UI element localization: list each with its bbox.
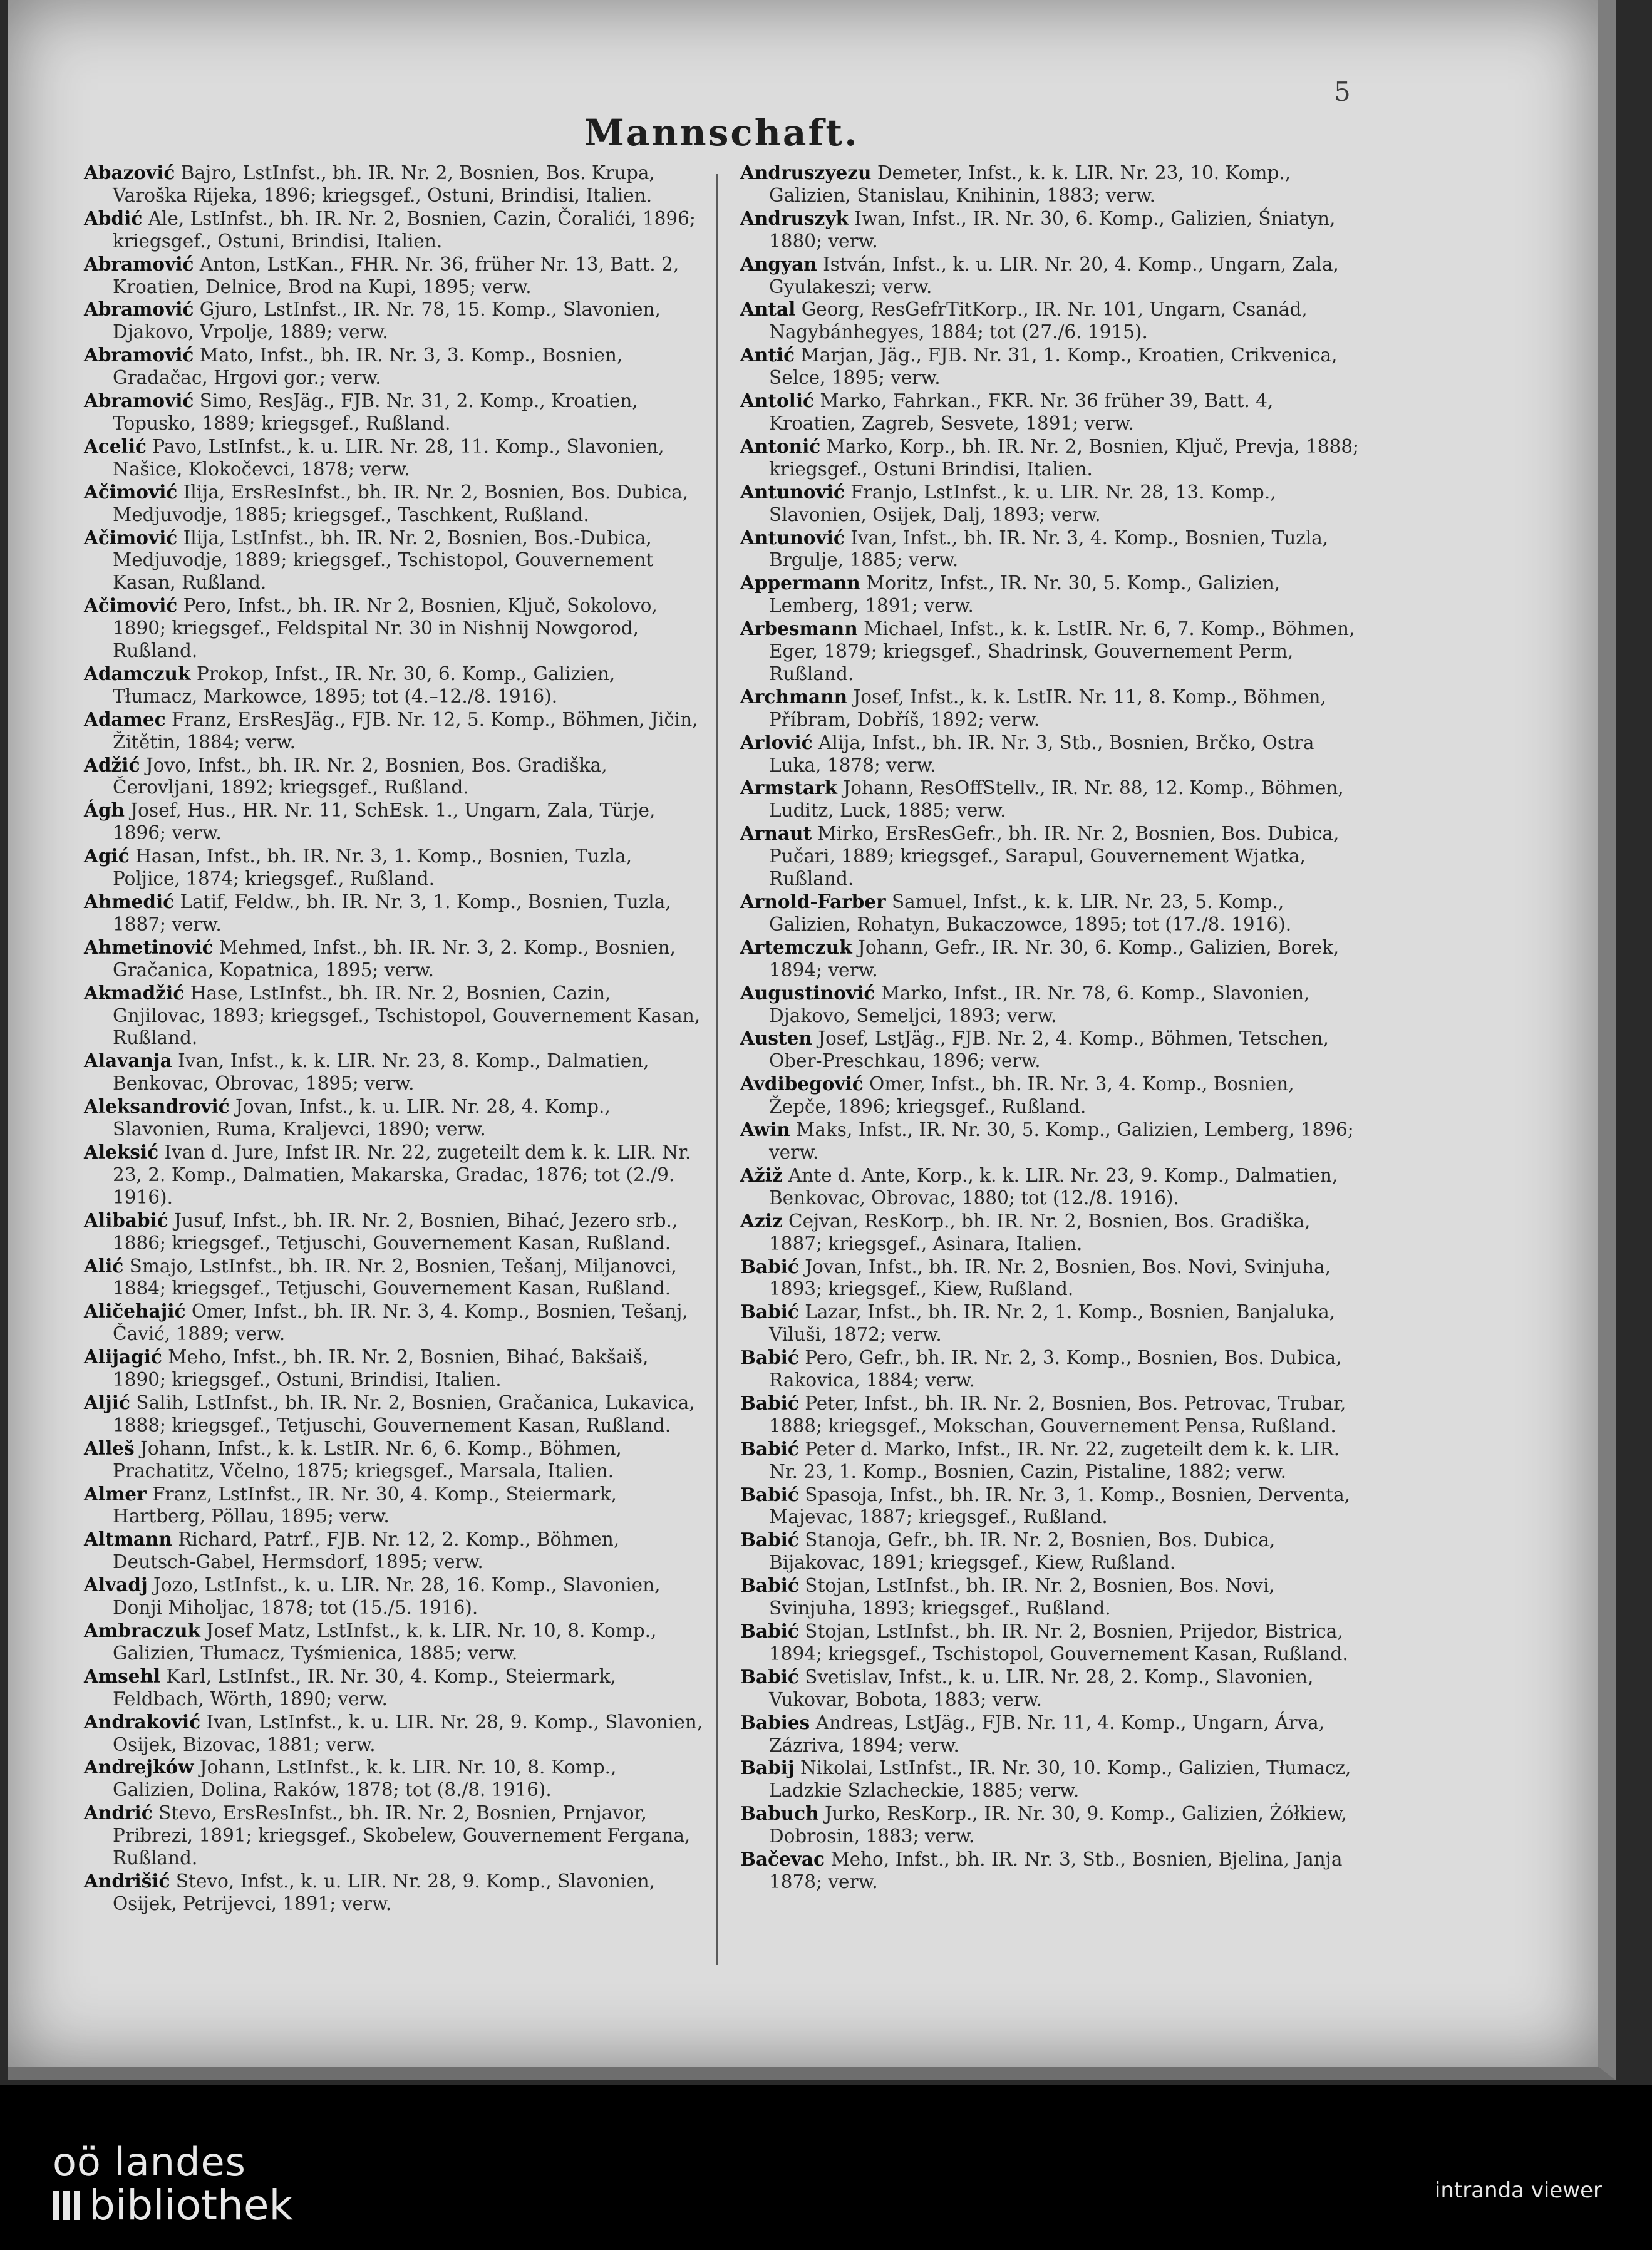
entry-surname: Babić [740, 1437, 799, 1460]
entry-surname: Alijagić [84, 1346, 162, 1368]
entry-surname: Aličehajić [84, 1300, 186, 1323]
register-entry [740, 1118, 1360, 1164]
register-entry [740, 1574, 1360, 1620]
entry-details: Peter d. Marko, Infst., IR. Nr. 22, zugeteilt dem k. k. LIR. Nr. 23, 1. Komp., Bosnien, Cazin, Pistaline, 1882; verw. [769, 1438, 1340, 1482]
entry-details: Salih, LstInfst., bh. IR. Nr. 2, Bosnien, Gračanica, Lukavica, 1888; kriegsgef., Tetjuschi, Gouvernement Kasan, Rußland. [113, 1391, 695, 1436]
register-entry [84, 1209, 704, 1255]
entry-details: Peter, Infst., bh. IR. Nr. 2, Bosnien, Bos. Petrovac, Trubar, 1888; kriegsgef., Mokschan, Gouvernement Pensa, Rußland. [769, 1392, 1346, 1437]
entry-surname: Andraković [84, 1710, 201, 1733]
entry-details: Stojan, LstInfst., bh. IR. Nr. 2, Bosnien, Bos. Novi, Svinjuha, 1893; kriegsgef., Rußland. [769, 1575, 1275, 1619]
register-entry [740, 731, 1360, 777]
entry-surname: Ahmetinović [84, 936, 214, 958]
document-page [8, 0, 1616, 2080]
entry-details: Jusuf, Infst., bh. IR. Nr. 2, Bosnien, Bihać, Jezero srb., 1886; kriegsgef., Tetjuschi, Gouvernement Kasan, Rußland. [113, 1209, 678, 1254]
entry-details: Richard, Patrf., FJB. Nr. 12, 2. Komp., Böhmen, Deutsch-Gabel, Hermsdorf, 1895; verw. [113, 1529, 620, 1573]
entry-details: Ivan, LstInfst., k. u. LIR. Nr. 28, 9. Komp., Slavonien, Osijek, Bizovac, 1881; verw. [113, 1711, 703, 1755]
register-entry [84, 594, 704, 663]
register-entry [84, 936, 704, 982]
entry-details: Johann, Gefr., IR. Nr. 30, 6. Komp., Galizien, Borek, 1894; verw. [769, 936, 1340, 981]
entry-details: Marjan, Jäg., FJB. Nr. 31, 1. Komp., Kroatien, Crikvenica, Selce, 1895; verw. [769, 344, 1338, 389]
page-number: 5 [1334, 76, 1351, 107]
library-logo[interactable] [53, 2139, 293, 2229]
entry-surname: Arnold-Farber [740, 890, 886, 912]
entry-details: Anton, LstKan., FHR. Nr. 36, früher Nr. 13, Batt. 2, Kroatien, Delnice, Brod na Kupi, 1895; verw. [113, 253, 679, 297]
entry-surname: Babuch [740, 1802, 819, 1825]
register-entry [740, 298, 1360, 344]
register-entry [740, 253, 1360, 299]
register-entry [740, 1027, 1360, 1073]
register-entry [84, 207, 704, 253]
register-entry [740, 890, 1360, 936]
register-entry [740, 162, 1360, 207]
register-entry [740, 1438, 1360, 1484]
entry-surname: Acelić [84, 435, 147, 457]
register-entry [740, 207, 1360, 253]
entry-surname: Antunović [740, 526, 845, 549]
column-divider [716, 174, 718, 1965]
entry-details: Mato, Infst., bh. IR. Nr. 3, 3. Komp., Bosnien, Gradačac, Hrgovi gor.; verw. [113, 344, 623, 389]
entry-surname: Awin [740, 1118, 790, 1141]
register-entry [740, 1346, 1360, 1392]
register-entry [84, 162, 704, 207]
entry-surname: Almer [84, 1482, 147, 1505]
entry-surname: Alibabić [84, 1209, 168, 1231]
entry-surname: Adžić [84, 753, 140, 776]
register-entry [84, 1095, 704, 1141]
entry-surname: Ahmedić [84, 890, 175, 912]
section-title: Mannschaft. [584, 111, 859, 154]
register-entry [84, 845, 704, 890]
entry-surname: Babić [740, 1529, 799, 1551]
entry-surname: Armstark [740, 777, 837, 799]
entry-details: Josef, Hus., HR. Nr. 11, SchEsk. 1., Ungarn, Zala, Türje, 1896; verw. [113, 800, 656, 844]
entry-details: Marko, Korp., bh. IR. Nr. 2, Bosnien, Ključ, Prevja, 1888; kriegsgef., Ostuni Brindisi, Italien. [769, 435, 1359, 480]
entry-surname: Akmadžić [84, 981, 185, 1004]
register-entry [84, 1528, 704, 1574]
register-entry [84, 1619, 704, 1665]
register-entry [740, 390, 1360, 435]
entry-surname: Artemczuk [740, 936, 852, 958]
register-entry [740, 1484, 1360, 1529]
entry-details: Demeter, Infst., k. k. LIR. Nr. 23, 10. Komp., Galizien, Stanislau, Knihinin, 1883; verw. [769, 162, 1291, 206]
entry-details: Iwan, Infst., IR. Nr. 30, 6. Komp., Galizien, Śniatyn, 1880; verw. [769, 207, 1336, 252]
register-entry [84, 890, 704, 936]
register-entry [740, 1301, 1360, 1346]
register-entry [740, 936, 1360, 982]
entry-surname: Alavanja [84, 1050, 172, 1072]
entry-details: Stojan, LstInfst., bh. IR. Nr. 2, Bosnien, Prijedor, Bistrica, 1894; kriegsgef., Tschistopol, Gouvernement Kasan, Rußland. [769, 1621, 1348, 1664]
entry-surname: Alvadj [84, 1574, 148, 1596]
entry-surname: Ambraczuk [84, 1619, 200, 1641]
register-entry [740, 1757, 1360, 1802]
entry-surname: Augustinović [740, 981, 875, 1004]
register-entry [84, 1300, 704, 1346]
entry-surname: Babić [740, 1574, 799, 1597]
register-entry [84, 390, 704, 435]
entry-surname: Antal [740, 298, 796, 321]
entry-surname: Arlović [740, 731, 813, 753]
entry-details: Franz, LstInfst., IR. Nr. 30, 4. Komp., Steiermark, Hartberg, Pöllau, 1895; verw. [113, 1483, 617, 1527]
entry-details: Ivan d. Jure, Infst IR. Nr. 22, zugeteilt dem k. k. LIR. Nr. 23, 2. Komp., Dalmatien, Makarska, Gradac, 1876; tot (2./9. 1916). [113, 1141, 691, 1208]
register-entry [740, 1210, 1360, 1256]
register-entry [740, 1392, 1360, 1438]
register-entry [740, 1620, 1360, 1666]
entry-details: Meho, Infst., bh. IR. Nr. 3, Stb., Bosnien, Bjelina, Janja 1878; verw. [769, 1849, 1343, 1892]
entry-details: Maks, Infst., IR. Nr. 30, 5. Komp., Galizien, Lemberg, 1896; verw. [769, 1119, 1354, 1163]
logo-bars-icon [53, 2191, 80, 2220]
entry-surname: Altmann [84, 1528, 172, 1551]
register-entry [740, 1848, 1360, 1894]
entry-details: Omer, Infst., bh. IR. Nr. 3, 4. Komp., Bosnien, Žepče, 1896; kriegsgef., Rußland. [769, 1073, 1294, 1118]
register-entry [84, 1437, 704, 1483]
entry-surname: Alić [84, 1254, 124, 1277]
register-entry [84, 298, 704, 344]
register-entry [740, 982, 1360, 1028]
entry-surname: Babić [740, 1346, 799, 1369]
entry-details: Franjo, LstInfst., k. u. LIR. Nr. 28, 13. Komp., Slavonien, Osijek, Dalj, 1893; verw. [769, 481, 1276, 525]
entry-surname: Austen [740, 1027, 812, 1050]
entry-surname: Abramović [84, 252, 194, 275]
entry-details: Jurko, ResKorp., IR. Nr. 30, 9. Komp., Galizien, Żółkiew, Dobrosin, 1883; verw. [769, 1803, 1347, 1847]
entry-surname: Babić [740, 1620, 799, 1642]
entry-details: Mehmed, Infst., bh. IR. Nr. 3, 2. Komp., Bosnien, Gračanica, Kopatnica, 1895; verw. [113, 936, 676, 981]
entry-details: Pero, Infst., bh. IR. Nr 2, Bosnien, Ključ, Sokolovo, 1890; kriegsgef., Feldspital Nr. 30 in Nishnij Nowgorod, Rußland. [113, 595, 658, 662]
entry-details: Johann, Infst., k. k. LstIR. Nr. 6, 6. Komp., Böhmen, Prachatitz, Včelno, 1875; kriegsgef., Marsala, Italien. [113, 1437, 622, 1482]
entry-details: Jovan, Infst., k. u. LIR. Nr. 28, 4. Komp., Slavonien, Ruma, Kraljevci, 1890; verw. [113, 1096, 611, 1140]
entry-details: Jozo, LstInfst., k. u. LIR. Nr. 28, 16. Komp., Slavonien, Donji Miholjac, 1878; tot (15./5. 1916). [113, 1574, 661, 1619]
entry-details: Samuel, Infst., k. k. LIR. Nr. 23, 5. Komp., Galizien, Rohatyn, Bukaczowce, 1895; tot (17./8. 1916). [769, 891, 1292, 935]
register-entry [740, 1073, 1360, 1118]
viewer-label: intranda viewer [1434, 2178, 1602, 2203]
entry-details: Meho, Infst., bh. IR. Nr. 2, Bosnien, Bihać, Bakšaiš, 1890; kriegsgef., Ostuni, Brindisi, Italien. [113, 1346, 649, 1391]
entry-details: Jovo, Infst., bh. IR. Nr. 2, Bosnien, Bos. Gradiška, Čerovljani, 1892; kriegsgef., Rußland. [113, 754, 607, 798]
register-entry [740, 1164, 1360, 1210]
entry-surname: Ágh [84, 799, 125, 822]
entry-surname: Abramović [84, 298, 194, 321]
register-entry [740, 777, 1360, 822]
register-entry [84, 799, 704, 845]
register-entry [84, 1711, 704, 1757]
register-entry [84, 1141, 704, 1209]
entry-surname: Avdibegović [740, 1073, 864, 1095]
entry-surname: Abdić [84, 207, 143, 229]
register-entry [84, 1870, 704, 1916]
entry-surname: Aljić [84, 1391, 130, 1413]
register-entry [740, 1711, 1360, 1757]
register-entry [740, 527, 1360, 572]
entry-details: Prokop, Infst., IR. Nr. 30, 6. Komp., Galizien, Tłumacz, Markowce, 1895; tot (4.–12./8. 1916). [113, 663, 616, 707]
register-entry [84, 1665, 704, 1711]
entry-details: Franz, ErsResJäg., FJB. Nr. 12, 5. Komp., Böhmen, Jičin, Žitětin, 1884; verw. [113, 708, 698, 753]
register-entry [84, 481, 704, 527]
entry-details: Mirko, ErsResGefr., bh. IR. Nr. 2, Bosnien, Bos. Dubica, Pučari, 1889; kriegsgef., Sarapul, Gouvernement Wjatka, Rußland. [769, 823, 1340, 890]
entry-surname: Aleksandrović [84, 1095, 230, 1118]
register-entry [740, 1802, 1360, 1848]
entry-details: Karl, LstInfst., IR. Nr. 30, 4. Komp., Steiermark, Feldbach, Wörth, 1890; verw. [113, 1665, 617, 1710]
entry-details: Ivan, Infst., k. k. LIR. Nr. 23, 8. Komp., Dalmatien, Benkovac, Obrovac, 1895; verw. [113, 1050, 649, 1095]
entry-surname: Ažiž [740, 1164, 783, 1186]
entry-surname: Amsehl [84, 1664, 161, 1687]
entry-details: Moritz, Infst., IR. Nr. 30, 5. Komp., Galizien, Lemberg, 1891; verw. [769, 572, 1281, 617]
entry-surname: Andruszyezu [740, 162, 872, 183]
register-entry [84, 1574, 704, 1619]
entry-surname: Ačimović [84, 594, 178, 617]
entry-surname: Babić [740, 1665, 799, 1688]
entry-details: Marko, Fahrkan., FKR. Nr. 36 früher 39, Batt. 4, Kroatien, Zagreb, Sesvete, 1891; verw. [769, 390, 1274, 434]
entry-details: Alija, Infst., bh. IR. Nr. 3, Stb., Bosnien, Brčko, Ostra Luka, 1878; verw. [769, 731, 1314, 776]
logo-line-2: bibliothek [89, 2181, 293, 2229]
entry-surname: Bačevac [740, 1848, 825, 1871]
entry-details: Ale, LstInfst., bh. IR. Nr. 2, Bosnien, Cazin, Čoralići, 1896; kriegsgef., Ostuni, Brindisi, Italien. [113, 207, 696, 252]
entry-details: Ilija, LstInfst., bh. IR. Nr. 2, Bosnien, Bos.-Dubica, Medjuvodje, 1889; kriegsgef., Tschistopol, Gouvernement Kasan, Rußland. [113, 527, 654, 594]
entry-details: Omer, Infst., bh. IR. Nr. 3, 4. Komp., Bosnien, Tešanj, Čavić, 1889; verw. [113, 1301, 688, 1345]
entry-surname: Abramović [84, 390, 194, 412]
entry-surname: Andrišić [84, 1869, 170, 1892]
entry-surname: Antunović [740, 480, 845, 503]
entry-details: Svetislav, Infst., k. u. LIR. Nr. 28, 2. Komp., Slavonien, Vukovar, Bobota, 1883; verw. [769, 1666, 1314, 1710]
entry-surname: Angyan [740, 252, 817, 275]
entry-surname: Abazović [84, 162, 175, 183]
entry-details: Pero, Gefr., bh. IR. Nr. 2, 3. Komp., Bosnien, Bos. Dubica, Rakovica, 1884; verw. [769, 1347, 1342, 1391]
register-entry [84, 344, 704, 390]
register-entry [84, 1802, 704, 1870]
entry-surname: Arnaut [740, 822, 812, 845]
entry-details: Stanoja, Gefr., bh. IR. Nr. 2, Bosnien, Bos. Dubica, Bijakovac, 1891; kriegsgef., Kiew, Rußland. [769, 1529, 1276, 1574]
entry-surname: Andruszyk [740, 207, 849, 229]
entry-surname: Ačimović [84, 526, 178, 549]
entry-details: Hase, LstInfst., bh. IR. Nr. 2, Bosnien, Cazin, Gnjilovac, 1893; kriegsgef., Tschistopol, Gouvernement Kasan, Rußland. [113, 982, 701, 1049]
register-entry [84, 1050, 704, 1095]
entry-details: Josef, Infst., k. k. LstIR. Nr. 11, 8. Komp., Böhmen, Příbram, Dobříš, 1892; verw. [769, 686, 1326, 730]
register-entry [84, 1483, 704, 1529]
entry-details: Cejvan, ResKorp., bh. IR. Nr. 2, Bosnien, Bos. Gradiška, 1887; kriegsgef., Asinara, Italien. [769, 1210, 1311, 1254]
entry-details: Ilija, ErsResInfst., bh. IR. Nr. 2, Bosnien, Bos. Dubica, Medjuvodje, 1885; kriegsgef., Taschkent, Rußland. [113, 481, 689, 525]
register-entry [84, 1255, 704, 1301]
entry-details: Hasan, Infst., bh. IR. Nr. 3, 1. Komp., Bosnien, Tuzla, Poljice, 1874; kriegsgef., Rußland. [113, 845, 632, 890]
register-entry [740, 686, 1360, 731]
entry-details: Gjuro, LstInfst., IR. Nr. 78, 15. Komp., Slavonien, Djakovo, Vrpolje, 1889; verw. [113, 299, 661, 343]
entry-details: Latif, Feldw., bh. IR. Nr. 3, 1. Komp., Bosnien, Tuzla, 1887; verw. [113, 891, 671, 935]
entry-surname: Aleksić [84, 1140, 159, 1163]
entry-surname: Arbesmann [740, 617, 858, 640]
entry-surname: Babić [740, 1301, 799, 1323]
entry-surname: Ačimović [84, 480, 178, 503]
entry-surname: Appermann [740, 572, 860, 594]
register-entry [84, 1391, 704, 1437]
entry-details: Ante d. Ante, Korp., k. k. LIR. Nr. 23, 9. Komp., Dalmatien, Benkovac, Obrovac, 1880; tot (12./8. 1916). [769, 1164, 1338, 1209]
register-entry [740, 344, 1360, 390]
right-column [740, 162, 1360, 1894]
entry-surname: Babić [740, 1255, 799, 1277]
logo-line-1: oö landes [53, 2139, 246, 2185]
register-entry [84, 1346, 704, 1391]
entry-surname: Antolić [740, 390, 815, 412]
entry-details: Josef Matz, LstInfst., k. k. LIR. Nr. 10, 8. Komp., Galizien, Tłumacz, Tyśmienica, 1885; verw. [113, 1620, 657, 1664]
entry-surname: Aziz [740, 1209, 783, 1232]
register-entry [740, 572, 1360, 617]
entry-surname: Abramović [84, 344, 194, 366]
entry-surname: Babić [740, 1483, 799, 1505]
entry-details: Ivan, Infst., bh. IR. Nr. 3, 4. Komp., Bosnien, Tuzla, Brgulje, 1885; verw. [769, 527, 1329, 571]
entry-details: Jovan, Infst., bh. IR. Nr. 2, Bosnien, Bos. Novi, Svinjuha, 1893; kriegsgef., Kiew, Rußland. [769, 1256, 1331, 1300]
entry-details: Marko, Infst., IR. Nr. 78, 6. Komp., Slavonien, Djakovo, Semeljci, 1893; verw. [769, 982, 1310, 1026]
entry-surname: Babij [740, 1757, 795, 1779]
entry-surname: Alleš [84, 1437, 135, 1459]
register-entry [84, 435, 704, 481]
register-entry [84, 663, 704, 708]
entry-details: Simo, ResJäg., FJB. Nr. 31, 2. Komp., Kroatien, Topusko, 1889; kriegsgef., Rußland. [113, 390, 638, 434]
entry-surname: Babić [740, 1391, 799, 1414]
entry-details: Michael, Infst., k. k. LstIR. Nr. 6, 7. Komp., Böhmen, Eger, 1879; kriegsgef., Shadrinsk, Gouvernement Perm, Rußland. [769, 618, 1355, 684]
entry-details: Bajro, LstInfst., bh. IR. Nr. 2, Bosnien, Bos. Krupa, Varoška Rijeka, 1896; kriegsgef., Ostuni, Brindisi, Italien. [113, 162, 655, 206]
entry-details: Smajo, LstInfst., bh. IR. Nr. 2, Bosnien, Tešanj, Miljanovci, 1884; kriegsgef., Tetjuschi, Gouvernement Kasan, Rußland. [113, 1255, 677, 1299]
entry-surname: Antić [740, 344, 795, 366]
entry-details: Stevo, Infst., k. u. LIR. Nr. 28, 9. Komp., Slavonien, Osijek, Petrijevci, 1891; verw. [113, 1870, 656, 1914]
register-entry [84, 253, 704, 299]
entry-details: Lazar, Infst., bh. IR. Nr. 2, 1. Komp., Bosnien, Banjaluka, Viluši, 1872; verw. [769, 1301, 1336, 1346]
entry-surname: Adamczuk [84, 662, 191, 684]
entry-surname: Adamec [84, 708, 166, 730]
entry-details: Stevo, ErsResInfst., bh. IR. Nr. 2, Bosnien, Prnjavor, Pribrezi, 1891; kriegsgef., Skobelew, Gouvernement Fergana, Rußland. [113, 1802, 691, 1869]
logo-line-2-row [53, 2183, 293, 2228]
entry-surname: Antonić [740, 435, 821, 457]
entry-surname: Archmann [740, 685, 848, 708]
register-entry [84, 754, 704, 800]
entry-details: Nikolai, LstInfst., IR. Nr. 30, 10. Komp., Galizien, Tłumacz, Ladzkie Szlacheckie, 1885; verw. [769, 1757, 1351, 1802]
register-entry [740, 1529, 1360, 1574]
register-entry [740, 822, 1360, 890]
register-entry [740, 617, 1360, 686]
entry-details: Andreas, LstJäg., FJB. Nr. 11, 4. Komp., Ungarn, Árva, Zázriva, 1894; verw. [769, 1711, 1325, 1756]
entry-details: Spasoja, Infst., bh. IR. Nr. 3, 1. Komp., Bosnien, Derventa, Majevac, 1887; kriegsgef., Rußland. [769, 1484, 1351, 1528]
register-entry [740, 1256, 1360, 1301]
entry-details: Johann, LstInfst., k. k. LIR. Nr. 10, 8. Komp., Galizien, Dolina, Raków, 1878; tot (8./8. 1916). [113, 1757, 617, 1801]
left-column [84, 162, 704, 1916]
register-entry [84, 708, 704, 754]
entry-surname: Agić [84, 845, 130, 867]
entry-details: István, Infst., k. u. LIR. Nr. 20, 4. Komp., Ungarn, Zala, Gyulakeszi; verw. [769, 253, 1339, 297]
entry-details: Pavo, LstInfst., k. u. LIR. Nr. 28, 11. Komp., Slavonien, Našice, Klokočevci, 1878; verw. [113, 435, 664, 480]
entry-details: Josef, LstJäg., FJB. Nr. 2, 4. Komp., Böhmen, Tetschen, Ober-Preschkau, 1896; verw. [769, 1028, 1329, 1072]
register-entry [84, 1756, 704, 1802]
entry-details: Georg, ResGefrTitKorp., IR. Nr. 101, Ungarn, Csanád, Nagybánhegyes, 1884; tot (27./6. 1915). [769, 299, 1308, 343]
entry-surname: Andrić [84, 1802, 153, 1824]
register-entry [740, 1666, 1360, 1711]
entry-details: Johann, ResOffStellv., IR. Nr. 88, 12. Komp., Böhmen, Luditz, Luck, 1885; verw. [769, 777, 1344, 822]
entry-surname: Andrejków [84, 1756, 194, 1778]
register-entry [84, 527, 704, 595]
entry-surname: Babies [740, 1711, 810, 1733]
register-entry [740, 481, 1360, 527]
register-entry [84, 982, 704, 1050]
register-entry [740, 435, 1360, 481]
